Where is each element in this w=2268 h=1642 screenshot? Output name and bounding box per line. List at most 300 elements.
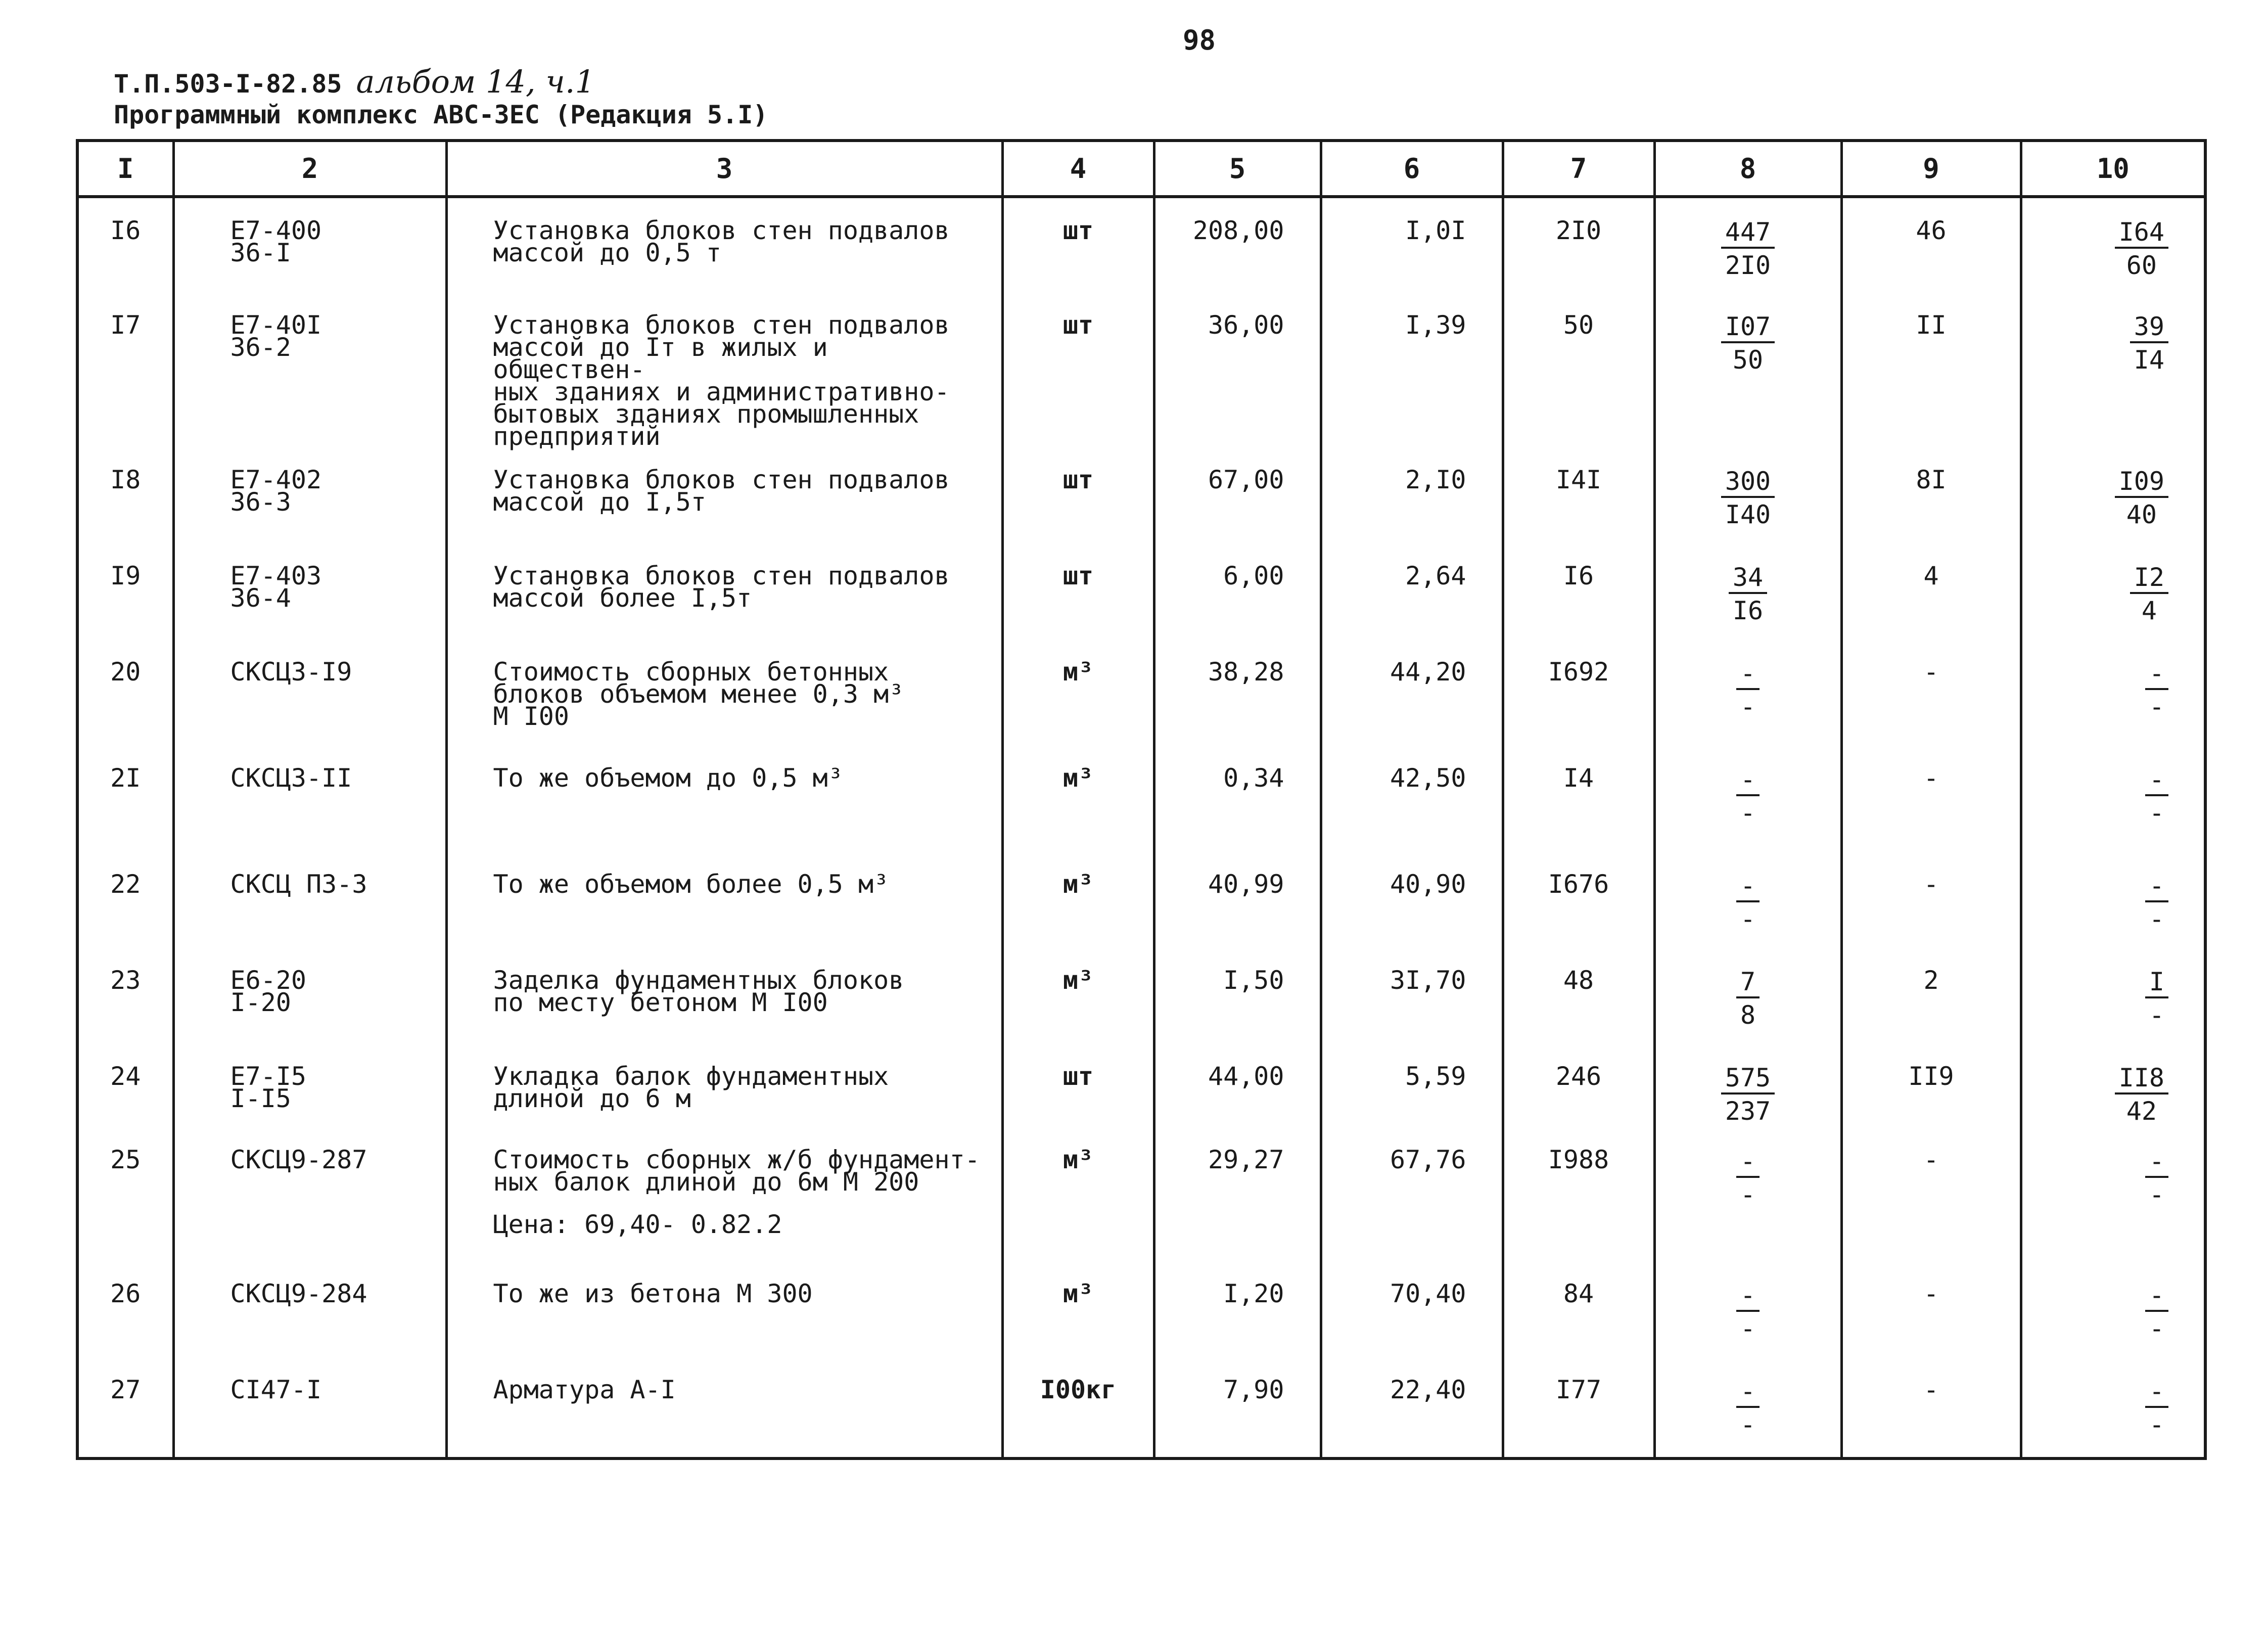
work-description-cell [446,640,1002,746]
total-cost-cell [1503,447,1654,543]
fraction-value [1721,314,1775,373]
row-number: 27 [110,1375,141,1404]
fraction-value [1721,1065,1775,1124]
fraction-numerator: 39 [2130,314,2168,343]
fraction-numerator: 575 [1721,1065,1775,1094]
fraction-numerator: 300 [1721,469,1775,498]
column-header: 10 [2021,141,2205,197]
table-body [77,197,2205,1458]
norm-code-cell [173,948,446,1044]
work-description: Установка блоков стен подвалов массой более I,5т [493,561,950,613]
fraction-denominator: - [2149,1410,2164,1439]
unit-price: 70,40 [1390,1279,1466,1308]
header-row [77,141,2205,197]
total-cost-cell [1503,543,1654,640]
col9-value: 2 [1923,966,1939,995]
work-description: Установка блоков стен подвалов массой до Iт в жилых и обществен- ных зданиях и административно- бытовых зданиях промышленных предприятий [493,310,950,451]
col10-cell [2021,543,2205,640]
total-cost-cell [1503,1357,1654,1458]
total-cost: I77 [1555,1375,1602,1404]
fraction-value [1736,661,1760,719]
table-row [77,1127,2205,1261]
table-row [77,197,2205,293]
unit: м³ [1062,763,1094,793]
fraction-numerator: - [2145,1379,2168,1408]
col10-cell [2021,852,2205,948]
quantity-cell [1154,852,1321,948]
norm-code-cell [173,1127,446,1261]
col9-cell [1841,1357,2021,1458]
norm-code-cell [173,1044,446,1127]
norm-code: Е7-402 36-3 [230,465,322,517]
work-description-cell [446,543,1002,640]
fraction-value [2145,661,2168,719]
total-cost: 2I0 [1555,216,1602,245]
col8-cell [1654,447,1841,543]
unit-price-cell [1321,640,1503,746]
col9-value: II9 [1908,1062,1954,1091]
unit-cell [1002,1357,1154,1458]
norm-code: Е7-40I 36-2 [230,310,322,362]
norm-code-cell [173,447,446,543]
fraction-denominator: 8 [1740,1000,1756,1030]
fraction-denominator: - [1740,1180,1756,1209]
unit-price: I,39 [1405,310,1466,340]
fraction-numerator: I09 [2115,469,2168,498]
unit: I00кг [1040,1375,1117,1404]
unit-price-cell [1321,1261,1503,1357]
total-cost-cell [1503,1044,1654,1127]
fraction-denominator: 237 [1725,1097,1771,1126]
unit: шт [1062,1062,1094,1091]
col9-cell [1841,293,2021,447]
row-number-cell [77,1127,173,1261]
fraction-value [2115,1065,2168,1124]
row-number: 24 [110,1062,141,1091]
norm-code: СКСЦ9-287 [230,1145,367,1174]
col9-value: - [1923,870,1939,899]
fraction-value [1736,873,1760,932]
unit-cell [1002,852,1154,948]
col10-cell [2021,640,2205,746]
unit-price-cell [1321,746,1503,852]
quantity-cell [1154,197,1321,293]
norm-code: СКСЦЗ-I9 [230,657,352,687]
fraction-numerator: - [2145,661,2168,690]
unit: м³ [1062,1145,1094,1174]
unit-price-cell [1321,197,1503,293]
quantity-cell [1154,948,1321,1044]
unit-price-cell [1321,1044,1503,1127]
fraction-numerator: I64 [2115,219,2168,249]
fraction-denominator: 40 [2126,500,2157,529]
col10-cell [2021,293,2205,447]
unit-price: 5,59 [1405,1062,1466,1091]
fraction-numerator: - [2145,767,2168,796]
table-row [77,948,2205,1044]
work-description: То же объемом до 0,5 м³ [493,763,843,793]
norm-code-cell [173,543,446,640]
unit-price: 2,I0 [1405,465,1466,494]
total-cost: I6 [1563,561,1594,590]
column-header: 4 [1002,141,1154,197]
quantity: 40,99 [1208,870,1284,899]
work-description: Заделка фундаментных блоков по месту бетоном М I00 [493,966,904,1017]
quantity-cell [1154,447,1321,543]
quantity: 36,00 [1208,310,1284,340]
column-header: 5 [1154,141,1321,197]
quantity-cell [1154,543,1321,640]
quantity-cell [1154,746,1321,852]
quantity: 38,28 [1208,657,1284,687]
total-cost-cell [1503,948,1654,1044]
col9-cell [1841,1261,2021,1357]
estimate-table [76,139,2207,1460]
unit-price-cell [1321,1127,1503,1261]
work-description-cell [446,1044,1002,1127]
work-description: Стоимость сборных ж/б фундамент- ных балок длиной до 6м М 200 [493,1145,980,1197]
program-complex-line: Программный комплекс АВС-3ЕС (Редакция 5.I) [114,100,768,129]
col9-value: - [1923,1145,1939,1174]
col9-cell [1841,447,2021,543]
col8-cell [1654,197,1841,293]
unit: м³ [1062,1279,1094,1308]
fraction-value [2145,873,2168,932]
col8-cell [1654,293,1841,447]
fraction-value [2130,565,2168,623]
norm-code-cell [173,293,446,447]
total-cost-cell [1503,1261,1654,1357]
row-number: I7 [110,310,141,340]
work-description-cell [446,1357,1002,1458]
fraction-value [1736,969,1760,1028]
col10-cell [2021,1261,2205,1357]
quantity: I,20 [1223,1279,1284,1308]
row-number-cell [77,447,173,543]
col9-value: 8I [1916,465,1947,494]
col9-cell [1841,640,2021,746]
work-description: Установка блоков стен подвалов массой до 0,5 т [493,216,950,267]
fraction-value [1736,1283,1760,1341]
total-cost: 48 [1563,966,1594,995]
work-description-cell [446,852,1002,948]
document-code: Т.П.503-I-82.85 [114,69,342,99]
col10-cell [2021,1357,2205,1458]
table-row [77,1044,2205,1127]
unit: шт [1062,216,1094,245]
unit-price: 22,40 [1390,1375,1466,1404]
fraction-value [2130,314,2168,373]
handwritten-album-note: альбом 14, ч.1 [356,63,595,100]
unit-price: 3I,70 [1390,966,1466,995]
fraction-denominator: 2I0 [1725,251,1771,280]
unit-price: 44,20 [1390,657,1466,687]
fraction-denominator: 50 [1732,345,1764,375]
fraction-denominator: 4 [2141,596,2157,625]
fraction-denominator: - [1740,798,1756,828]
fraction-denominator: - [2149,692,2164,721]
col9-cell [1841,1127,2021,1261]
col8-cell [1654,1044,1841,1127]
norm-code-cell [173,852,446,948]
quantity: 29,27 [1208,1145,1284,1174]
row-number-cell [77,948,173,1044]
fraction-value [2115,469,2168,527]
row-number-cell [77,293,173,447]
quantity: 44,00 [1208,1062,1284,1091]
total-cost: I692 [1548,657,1609,687]
row-number: 26 [110,1279,141,1308]
total-cost: I988 [1548,1145,1609,1174]
work-description-cell [446,447,1002,543]
table-row [77,543,2205,640]
fraction-value [1729,565,1767,623]
fraction-numerator: I2 [2130,565,2168,594]
row-number: I8 [110,465,141,494]
fraction-denominator: - [2149,1314,2164,1343]
col9-value: 46 [1916,216,1947,245]
fraction-value [2145,767,2168,826]
unit-cell [1002,293,1154,447]
col8-cell [1654,1357,1841,1458]
fraction-numerator: - [1736,1283,1760,1312]
fraction-numerator: - [2145,873,2168,902]
unit: м³ [1062,966,1094,995]
col10-cell [2021,746,2205,852]
table-row [77,293,2205,447]
fraction-value [1736,1149,1760,1207]
total-cost: 246 [1555,1062,1602,1091]
norm-code-cell [173,1357,446,1458]
quantity-cell [1154,640,1321,746]
unit: шт [1062,561,1094,590]
total-cost: I4 [1563,763,1594,793]
work-description: То же из бетона М 300 [493,1279,813,1308]
fraction-denominator: - [1740,1410,1756,1439]
quantity: 7,90 [1223,1375,1284,1404]
total-cost: 50 [1563,310,1594,340]
col9-cell [1841,746,2021,852]
col8-cell [1654,1127,1841,1261]
fraction-numerator: 34 [1729,565,1767,594]
table-row [77,852,2205,948]
unit-cell [1002,948,1154,1044]
norm-code: Е7-403 36-4 [230,561,322,613]
fraction-value [2145,969,2168,1028]
work-description-cell [446,1261,1002,1357]
work-description-cell [446,1127,1002,1261]
unit-price-cell [1321,1357,1503,1458]
unit-price: 40,90 [1390,870,1466,899]
column-header: 8 [1654,141,1841,197]
row-number-cell [77,197,173,293]
work-description: Укладка балок фундаментных длиной до 6 м [493,1062,889,1113]
col9-cell [1841,852,2021,948]
col9-value: - [1923,1375,1939,1404]
fraction-numerator: - [2145,1149,2168,1178]
unit: шт [1062,465,1094,494]
table-row [77,447,2205,543]
work-description: Установка блоков стен подвалов массой до I,5т [493,465,950,517]
norm-code: СI47-I [230,1375,322,1404]
col8-cell [1654,640,1841,746]
total-cost: 84 [1563,1279,1594,1308]
fraction-value [1721,469,1775,527]
column-header: 3 [446,141,1002,197]
total-cost-cell [1503,852,1654,948]
row-number: 25 [110,1145,141,1174]
total-cost-cell [1503,293,1654,447]
fraction-value [2115,219,2168,278]
unit-price-cell [1321,293,1503,447]
total-cost-cell [1503,640,1654,746]
fraction-denominator: - [1740,904,1756,934]
col10-cell [2021,447,2205,543]
work-description-cell [446,746,1002,852]
unit-cell [1002,640,1154,746]
unit-price: I,0I [1405,216,1466,245]
quantity: I,50 [1223,966,1284,995]
col9-cell [1841,197,2021,293]
unit-price-cell [1321,543,1503,640]
fraction-numerator: 7 [1736,969,1760,998]
col8-cell [1654,543,1841,640]
column-header: I [77,141,173,197]
row-number-cell [77,852,173,948]
fraction-denominator: - [1740,1314,1756,1343]
quantity-cell [1154,1127,1321,1261]
fraction-numerator: I [2145,969,2168,998]
col10-cell [2021,197,2205,293]
table-row [77,746,2205,852]
col10-cell [2021,948,2205,1044]
unit-price: 42,50 [1390,763,1466,793]
fraction-denominator: - [2149,798,2164,828]
fraction-numerator: - [1736,767,1760,796]
col9-value: - [1923,657,1939,687]
col9-cell [1841,1044,2021,1127]
norm-code: Е7-400 36-I [230,216,322,267]
unit-cell [1002,746,1154,852]
col9-value: 4 [1923,561,1939,590]
unit-cell [1002,447,1154,543]
work-description: То же объемом более 0,5 м³ [493,870,889,899]
col10-cell [2021,1127,2205,1261]
fraction-numerator: - [1736,1149,1760,1178]
quantity: 208,00 [1192,216,1284,245]
work-description: Стоимость сборных бетонных блоков объемом менее 0,3 м³ М I00 [493,657,904,731]
norm-code-cell [173,1261,446,1357]
unit: шт [1062,310,1094,340]
fraction-denominator: I6 [1732,596,1764,625]
norm-code: СКСЦЗ-II [230,763,352,793]
fraction-numerator: - [2145,1283,2168,1312]
row-number-cell [77,746,173,852]
col9-cell [1841,948,2021,1044]
work-description-cell [446,197,1002,293]
fraction-denominator: - [2149,904,2164,934]
page-number: 98 [1183,24,1216,56]
norm-code: Е7-I5 I-I5 [230,1062,307,1113]
unit-cell [1002,197,1154,293]
col10-cell [2021,1044,2205,1127]
quantity-cell [1154,1357,1321,1458]
column-header: 9 [1841,141,2021,197]
total-cost: I676 [1548,870,1609,899]
table-row [77,640,2205,746]
norm-code: СКСЦ9-284 [230,1279,367,1308]
document-code-line [114,63,595,100]
unit: м³ [1062,870,1094,899]
row-number-cell [77,1261,173,1357]
row-number-cell [77,543,173,640]
col9-value: - [1923,1279,1939,1308]
unit-cell [1002,1127,1154,1261]
table-header [77,141,2205,197]
quantity: 0,34 [1223,763,1284,793]
fraction-denominator: - [2149,1000,2164,1030]
column-header: 2 [173,141,446,197]
row-number: I6 [110,216,141,245]
unit-price-cell [1321,447,1503,543]
fraction-denominator: I40 [1725,500,1771,529]
total-cost: I4I [1555,465,1602,494]
fraction-numerator: II8 [2115,1065,2168,1094]
work-description-cell [446,948,1002,1044]
fraction-numerator: 447 [1721,219,1775,249]
quantity: 6,00 [1223,561,1284,590]
row-number-cell [77,1044,173,1127]
row-number: I9 [110,561,141,590]
fraction-numerator: I07 [1721,314,1775,343]
col9-cell [1841,543,2021,640]
fraction-denominator: 42 [2126,1097,2157,1126]
norm-code: Е6-20 I-20 [230,966,307,1017]
quantity-cell [1154,293,1321,447]
price-note: Цена: 69,40- 0.82.2 [493,1210,782,1239]
unit-cell [1002,1044,1154,1127]
total-cost-cell [1503,197,1654,293]
total-cost-cell [1503,1127,1654,1261]
work-description: Арматура А-I [493,1375,676,1404]
row-number: 20 [110,657,141,687]
quantity: 67,00 [1208,465,1284,494]
col8-cell [1654,948,1841,1044]
col9-value: II [1916,310,1947,340]
unit-price-cell [1321,948,1503,1044]
fraction-denominator: - [2149,1180,2164,1209]
unit-price: 2,64 [1405,561,1466,590]
fraction-numerator: - [1736,873,1760,902]
unit-cell [1002,543,1154,640]
fraction-denominator: - [1740,692,1756,721]
column-header: 7 [1503,141,1654,197]
fraction-numerator: - [1736,661,1760,690]
col8-cell [1654,746,1841,852]
norm-code: СКСЦ ПЗ-3 [230,870,367,899]
col8-cell [1654,1261,1841,1357]
fraction-denominator: 60 [2126,251,2157,280]
row-number-cell [77,640,173,746]
norm-code-cell [173,640,446,746]
fraction-value [1721,219,1775,278]
row-number: 23 [110,966,141,995]
row-number: 22 [110,870,141,899]
norm-code-cell [173,746,446,852]
table-row [77,1357,2205,1458]
column-header: 6 [1321,141,1503,197]
fraction-value [2145,1379,2168,1437]
